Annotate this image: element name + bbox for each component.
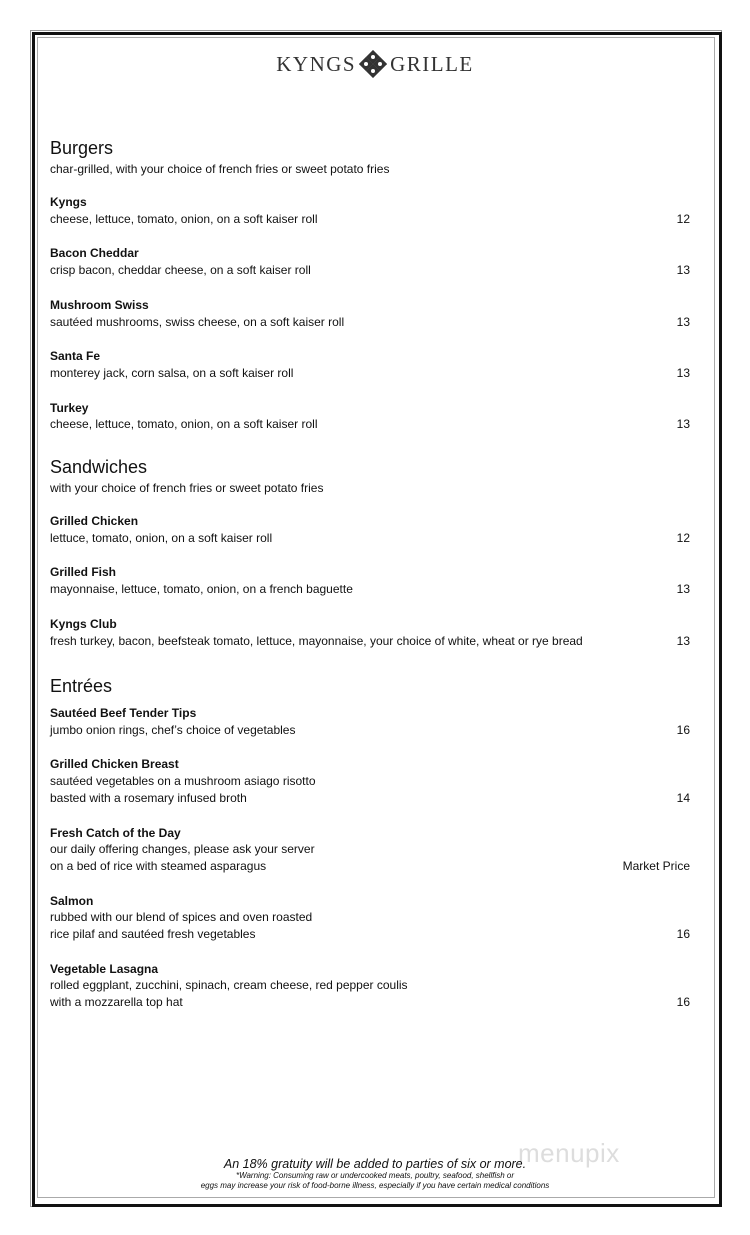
diamond-emblem-icon — [359, 50, 387, 78]
menu-item — [50, 961, 690, 1011]
item-description: crisp bacon, cheddar cheese, on a soft kaiser roll — [50, 263, 311, 278]
item-price: 13 — [676, 582, 690, 597]
menu-items — [50, 705, 690, 1011]
menu-item — [50, 297, 690, 330]
item-description: mayonnaise, lettuce, tomato, onion, on a french baguette — [50, 582, 353, 597]
menu-item — [50, 616, 690, 649]
item-description: rolled eggplant, zucchini, spinach, cream cheese, red pepper coulis — [50, 978, 408, 993]
item-description: with a mozzarella top hat — [50, 995, 183, 1010]
restaurant-logo — [0, 50, 750, 78]
item-description: cheese, lettuce, tomato, onion, on a soft kaiser roll — [50, 211, 318, 226]
item-name: Salmon — [50, 893, 94, 908]
watermark: menupix — [518, 1138, 620, 1168]
logo-text-right: GRILLE — [390, 51, 474, 76]
item-name: Grilled Chicken — [50, 514, 139, 528]
warning-line-2: eggs may increase your risk of food-borne illness, especially if you have certain medical conditions — [200, 1181, 550, 1190]
item-description: rice pilaf and sautéed fresh vegetables — [50, 927, 256, 942]
item-name: Kyngs Club — [50, 616, 117, 631]
item-price: 13 — [676, 365, 690, 380]
section-description: with your choice of french fries or sweet potato fries — [50, 481, 324, 495]
section-title: Burgers — [50, 138, 114, 158]
item-price: 12 — [676, 530, 690, 545]
item-description: on a bed of rice with steamed asparagus — [50, 858, 267, 873]
item-name: Grilled Fish — [50, 565, 117, 580]
item-name: Grilled Chicken Breast — [50, 757, 179, 772]
menu-item — [50, 825, 690, 875]
item-description: sautéed vegetables on a mushroom asiago risotto — [50, 774, 316, 789]
item-price: 12 — [676, 211, 690, 226]
item-name: Sautéed Beef Tender Tips — [50, 706, 197, 720]
menu-item — [50, 705, 690, 738]
menu-item — [50, 564, 690, 597]
logo-text-left: KYNGS — [276, 51, 357, 76]
menu-item — [50, 194, 690, 227]
gratuity-note: An 18% gratuity will be added to parties of six or more. — [223, 1157, 527, 1171]
item-name: Turkey — [50, 400, 89, 415]
item-name: Fresh Catch of the Day — [50, 825, 181, 840]
item-description: fresh turkey, bacon, beefsteak tomato, lettuce, mayonnaise, your choice of white, wheat or rye bread — [50, 633, 583, 648]
item-price: 13 — [676, 263, 690, 278]
warning-line-1: *Warning: Consuming raw or undercooked meats, poultry, seafood, shellfish or — [235, 1171, 515, 1180]
item-price: 13 — [676, 417, 690, 432]
item-price: 14 — [676, 790, 690, 805]
item-description: sautéed mushrooms, swiss cheese, on a soft kaiser roll — [50, 314, 345, 329]
item-description: cheese, lettuce, tomato, onion, on a soft kaiser roll — [50, 417, 318, 432]
section-sandwiches — [50, 457, 690, 667]
menu-item — [50, 513, 690, 546]
item-price: 13 — [676, 633, 690, 648]
menu-item — [50, 400, 690, 433]
menu-items — [50, 513, 690, 649]
item-name: Bacon Cheddar — [50, 246, 139, 261]
item-description: monterey jack, corn salsa, on a soft kaiser roll — [50, 365, 294, 380]
section-title: Entrées — [50, 676, 113, 696]
menu-item — [50, 893, 690, 943]
section-title: Sandwiches — [50, 457, 148, 477]
item-description: basted with a rosemary infused broth — [50, 790, 247, 805]
item-name: Kyngs — [50, 195, 87, 209]
item-name: Santa Fe — [50, 349, 101, 364]
item-name: Vegetable Lasagna — [50, 961, 159, 976]
item-description: our daily offering changes, please ask your server — [50, 842, 315, 857]
item-price: 16 — [676, 995, 690, 1010]
item-price: Market Price — [622, 858, 690, 873]
menu-item — [50, 245, 690, 278]
item-description: lettuce, tomato, onion, on a soft kaiser roll — [50, 530, 273, 545]
section-entrees — [50, 676, 690, 1029]
section-burgers — [50, 138, 690, 451]
item-price: 16 — [676, 927, 690, 942]
item-price: 13 — [676, 314, 690, 329]
menu-item — [50, 756, 690, 806]
section-description: char-grilled, with your choice of french fries or sweet potato fries — [50, 162, 390, 176]
item-price: 16 — [676, 722, 690, 737]
item-description: rubbed with our blend of spices and oven roasted — [50, 910, 313, 925]
item-description: jumbo onion rings, chef’s choice of vegetables — [50, 722, 296, 737]
menu-items — [50, 194, 690, 433]
item-name: Mushroom Swiss — [50, 297, 149, 312]
menu-item — [50, 348, 690, 381]
